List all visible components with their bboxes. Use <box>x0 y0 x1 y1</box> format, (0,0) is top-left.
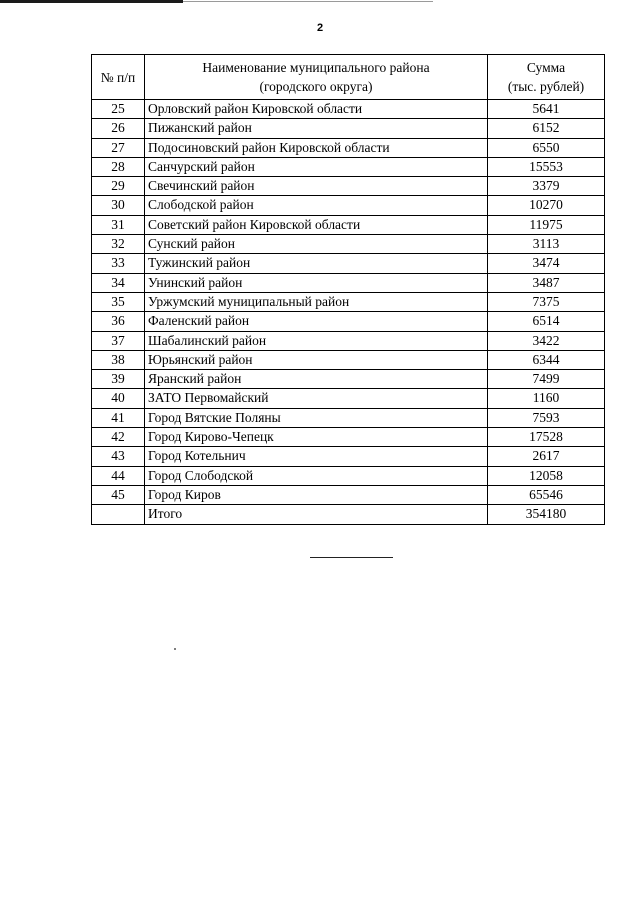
total-sum: 354180 <box>488 505 605 524</box>
row-sum: 3113 <box>488 235 605 254</box>
row-num: 41 <box>92 408 145 427</box>
total-label: Итого <box>145 505 488 524</box>
row-name: Фаленский район <box>145 312 488 331</box>
table-row <box>92 331 605 350</box>
row-name: Уржумский муниципальный район <box>145 292 488 311</box>
row-name: Город Вятские Поляны <box>145 408 488 427</box>
row-sum: 3487 <box>488 273 605 292</box>
row-name: Слободской район <box>145 196 488 215</box>
row-name: Свечинский район <box>145 177 488 196</box>
row-sum: 3474 <box>488 254 605 273</box>
row-name: Подосиновский район Кировской области <box>145 138 488 157</box>
header-sum-line2: (тыс. рублей) <box>507 79 585 94</box>
header-name-line1: Наименование муниципального района <box>202 60 430 75</box>
row-num: 27 <box>92 138 145 157</box>
row-num: 26 <box>92 119 145 138</box>
row-name: Город Киров <box>145 485 488 504</box>
table-row <box>92 196 605 215</box>
table-row <box>92 292 605 311</box>
table-row <box>92 100 605 119</box>
row-sum: 11975 <box>488 215 605 234</box>
row-name: Город Котельнич <box>145 447 488 466</box>
row-name: Советский район Кировской области <box>145 215 488 234</box>
table-row <box>92 254 605 273</box>
row-sum: 7499 <box>488 370 605 389</box>
row-name: Пижанский район <box>145 119 488 138</box>
table-row <box>92 428 605 447</box>
row-num: 28 <box>92 157 145 176</box>
row-num: 43 <box>92 447 145 466</box>
table-row <box>92 485 605 504</box>
scan-speck <box>174 648 176 650</box>
row-name: Унинский район <box>145 273 488 292</box>
row-sum: 10270 <box>488 196 605 215</box>
row-num: 29 <box>92 177 145 196</box>
row-sum: 5641 <box>488 100 605 119</box>
top-scan-edge-line <box>0 0 183 3</box>
row-sum: 6550 <box>488 138 605 157</box>
table-row <box>92 370 605 389</box>
row-num: 36 <box>92 312 145 331</box>
table-row <box>92 389 605 408</box>
row-sum: 7375 <box>488 292 605 311</box>
header-name <box>145 55 488 100</box>
table-header-row <box>92 55 605 100</box>
table-row <box>92 447 605 466</box>
row-num: 34 <box>92 273 145 292</box>
row-num: 31 <box>92 215 145 234</box>
table-row <box>92 215 605 234</box>
table-row <box>92 312 605 331</box>
row-sum: 6344 <box>488 350 605 369</box>
header-name-line2: (городского округа) <box>259 79 373 94</box>
row-sum: 1160 <box>488 389 605 408</box>
table-total-row <box>92 505 605 524</box>
allocation-table <box>91 54 605 525</box>
row-num: 35 <box>92 292 145 311</box>
row-sum: 65546 <box>488 485 605 504</box>
total-num <box>92 505 145 524</box>
table-row <box>92 138 605 157</box>
row-num: 40 <box>92 389 145 408</box>
table-row <box>92 273 605 292</box>
row-name: Тужинский район <box>145 254 488 273</box>
row-name: Санчурский район <box>145 157 488 176</box>
row-num: 38 <box>92 350 145 369</box>
table-row <box>92 350 605 369</box>
row-name: Юрьянский район <box>145 350 488 369</box>
page-number: 2 <box>316 22 324 34</box>
row-num: 30 <box>92 196 145 215</box>
row-name: ЗАТО Первомайский <box>145 389 488 408</box>
row-sum: 7593 <box>488 408 605 427</box>
table-body <box>92 100 605 525</box>
row-name: Город Слободской <box>145 466 488 485</box>
row-name: Орловский район Кировской области <box>145 100 488 119</box>
row-sum: 6152 <box>488 119 605 138</box>
row-num: 44 <box>92 466 145 485</box>
row-sum: 12058 <box>488 466 605 485</box>
header-sum <box>488 55 605 100</box>
row-num: 39 <box>92 370 145 389</box>
table-row <box>92 157 605 176</box>
top-scan-edge-line-thin <box>183 1 433 2</box>
table-row <box>92 177 605 196</box>
row-sum: 3379 <box>488 177 605 196</box>
table-row <box>92 119 605 138</box>
header-num-label: № п/п <box>100 69 136 85</box>
row-sum: 17528 <box>488 428 605 447</box>
row-name: Город Кирово-Чепецк <box>145 428 488 447</box>
table-row <box>92 235 605 254</box>
row-num: 32 <box>92 235 145 254</box>
table-row <box>92 466 605 485</box>
row-name: Шабалинский район <box>145 331 488 350</box>
table-row <box>92 408 605 427</box>
row-sum: 6514 <box>488 312 605 331</box>
row-num: 42 <box>92 428 145 447</box>
row-name: Яранский район <box>145 370 488 389</box>
end-of-document-rule <box>310 557 393 558</box>
row-sum: 15553 <box>488 157 605 176</box>
row-num: 37 <box>92 331 145 350</box>
row-sum: 3422 <box>488 331 605 350</box>
row-num: 33 <box>92 254 145 273</box>
row-num: 25 <box>92 100 145 119</box>
row-sum: 2617 <box>488 447 605 466</box>
header-num <box>92 55 145 100</box>
header-sum-line1: Сумма <box>526 60 566 75</box>
row-num: 45 <box>92 485 145 504</box>
row-name: Сунский район <box>145 235 488 254</box>
